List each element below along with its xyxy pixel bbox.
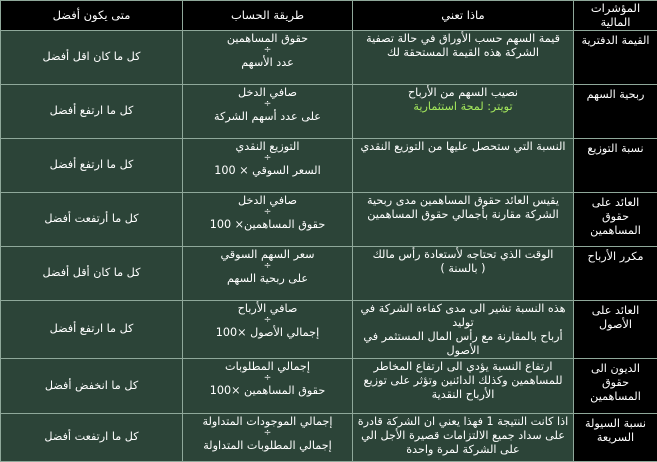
method-cell (183, 246, 353, 300)
method-denominator: إجمالي الأصول ×100 (215, 325, 320, 339)
header-indicator: المؤشرات المالية (574, 1, 657, 31)
divide-sign: ÷ (263, 206, 272, 217)
table-row (1, 358, 657, 413)
meaning-line: يقيس العائد حقوق المساهمين مدى ربحية (367, 193, 559, 207)
method-numerator: التوزيع النقدي (235, 139, 300, 153)
meaning-line: الوقت الذي تحتاجه لأستعادة رأس مالك (372, 247, 554, 261)
indicator-name: الديون الى حقوق المساهمين (574, 358, 657, 413)
method-cell (183, 413, 353, 461)
method-cell (183, 30, 353, 84)
best-cell: كل ما ارتفع أفضل (1, 300, 183, 358)
indicator-name: نسبة التوزيع (574, 138, 657, 192)
meaning-line: هذه النسبة تشير الى مدى كفاءة الشركة في توليد (360, 301, 566, 329)
method-denominator: على ربحية السهم (226, 271, 309, 285)
divide-sign: ÷ (263, 98, 272, 109)
method-denominator: على عدد أسهم الشركة (214, 109, 321, 123)
divide-sign: ÷ (263, 260, 272, 271)
table-row (1, 246, 657, 300)
meaning-line: على سداد جميع الالتزامات قصيرة الأجل الي (361, 428, 565, 442)
meaning-line: اذا كانت النتيجة 1 فهذا يعني ان الشركة قادرة (357, 414, 569, 428)
indicator-name: العائد على الأصول (574, 300, 657, 358)
meaning-line: الأصول (446, 343, 480, 357)
best-cell: كل ما كان اقل أفضل (1, 30, 183, 84)
method-numerator: حقوق المساهمين (226, 31, 309, 45)
meaning-line: قيمة السهم حسب الأوراق في حالة تصفية (366, 31, 560, 45)
indicator-name: العائد على حقوق المساهمين (574, 192, 657, 246)
meaning-cell (353, 358, 574, 413)
method-numerator: صافي الدخل (238, 85, 297, 99)
header-best: متى يكون أفضل (1, 1, 183, 31)
best-cell: كل ما ارتفعت أفضل (1, 413, 183, 461)
meaning-cell (353, 84, 574, 138)
method-denominator: إجمالي المطلوبات المتداولة (203, 438, 332, 452)
meaning-line: ( بالسنة ) (440, 261, 486, 275)
method-cell (183, 300, 353, 358)
meaning-line: الشركة مقارنة بأجمالي حقوق المساهمين (367, 207, 559, 221)
meaning-line: نصيب السهم من الأرباح (407, 85, 519, 99)
meaning-line: النسبة التي ستحصل عليها من التوزيع النقدي (360, 139, 566, 153)
meaning-cell (353, 413, 574, 461)
meaning-line: على الشركة لمرة واحدة (406, 442, 520, 456)
table-row (1, 138, 657, 192)
method-numerator: إجمالي الموجودات المتداولة (202, 414, 333, 428)
method-denominator: عدد الأسهم (241, 55, 294, 69)
divide-sign: ÷ (263, 372, 272, 383)
method-numerator: صافي الأرباح (237, 301, 298, 315)
method-numerator: صافي الدخل (238, 193, 297, 207)
best-cell: كل ما أرتفعت أفضل (1, 192, 183, 246)
divide-sign: ÷ (263, 44, 272, 55)
meaning-cell (353, 246, 574, 300)
table-row (1, 30, 657, 84)
method-cell (183, 84, 353, 138)
indicator-name: نسبة السيولة السريعة (574, 413, 657, 461)
method-denominator: حقوق المساهمين ×100 (209, 383, 326, 397)
method-cell (183, 358, 353, 413)
indicator-name: ربحية السهم (574, 84, 657, 138)
meaning-cell (353, 138, 574, 192)
indicator-name: القيمة الدفترية (574, 30, 657, 84)
meaning-cell (353, 300, 574, 358)
method-denominator: حقوق المساهمين× 100 (209, 217, 326, 231)
meaning-line: أرباح بالمقارنة مع رأس المال المستثمر في (363, 329, 563, 343)
divide-sign: ÷ (263, 314, 272, 325)
header-meaning: ماذا تعني (353, 1, 574, 31)
meaning-cell (353, 192, 574, 246)
header-row (1, 1, 657, 31)
table-row (1, 413, 657, 461)
meaning-line: ارتفاع النسبة يؤدي الى ارتفاع المخاطر (373, 359, 553, 373)
best-cell: كل ما ارتفع أفضل (1, 84, 183, 138)
best-cell: كل ما انخفض أفضل (1, 358, 183, 413)
best-cell: كل ما ارتفع أفضل (1, 138, 183, 192)
method-cell (183, 192, 353, 246)
twitter-note: تويتر: لمحة استثمارية (413, 99, 513, 113)
method-numerator: سعر السهم السوقي (220, 247, 315, 261)
divide-sign: ÷ (263, 152, 272, 163)
indicator-name: مكرر الأرباح (574, 246, 657, 300)
method-denominator: السعر السوقي × 100 (214, 163, 321, 177)
table-row (1, 192, 657, 246)
table-row (1, 300, 657, 358)
meaning-line: الشركة هذه القيمة المستحقة لك (387, 45, 539, 59)
meaning-line: الأرباح النقدية (431, 387, 495, 401)
method-cell (183, 138, 353, 192)
table-row (1, 84, 657, 138)
divide-sign: ÷ (263, 427, 272, 438)
best-cell: كل ما كان أقل أفضل (1, 246, 183, 300)
header-method: طريقة الحساب (183, 1, 353, 31)
method-numerator: إجمالي المطلوبات (225, 359, 310, 373)
meaning-line: للمساهمين وكذلك الدائنين وتؤثر على توزيع (363, 373, 563, 387)
meaning-cell (353, 30, 574, 84)
